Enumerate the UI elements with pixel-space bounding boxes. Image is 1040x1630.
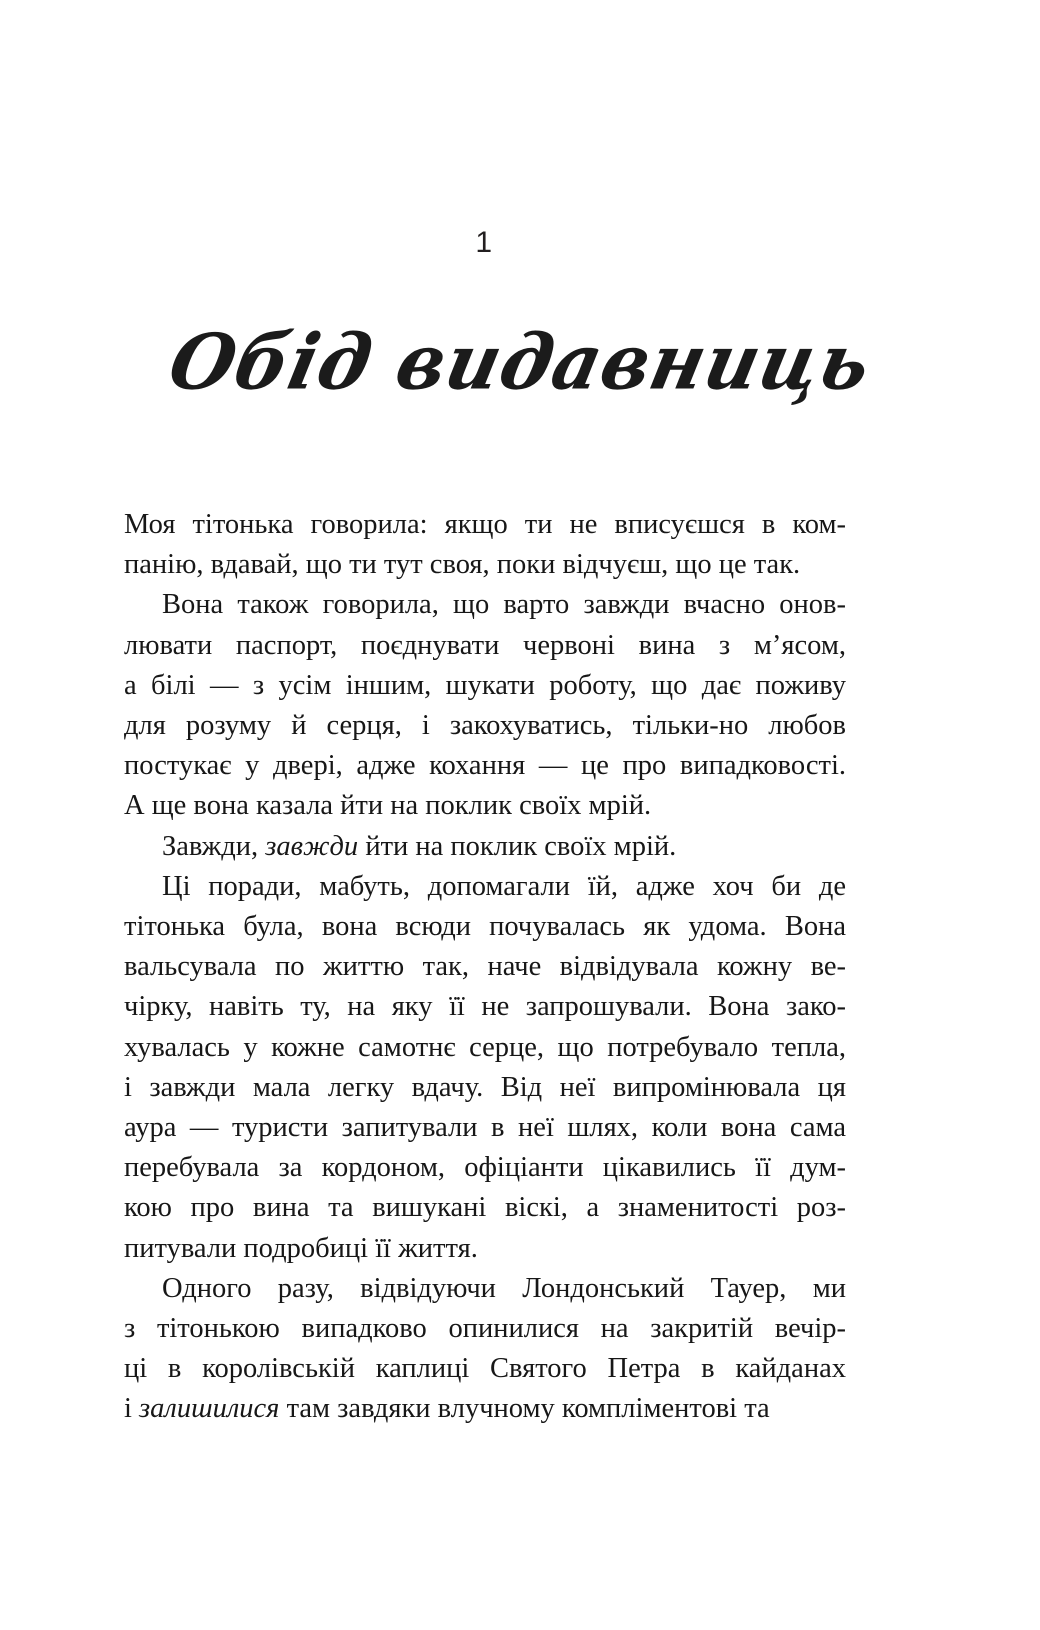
paragraph-4 <box>124 867 846 1269</box>
chapter-title: Обід видавниць <box>161 316 880 407</box>
text-line: і завжди мала легку вдачу. Від неї випромінювала ця <box>124 1071 846 1103</box>
paragraph-2 <box>124 585 846 826</box>
text-line: вальсувала по життю так, наче відвідувала кожну ве- <box>124 951 846 983</box>
text-line: панію, вдавай, що ти тут своя, поки відчуєш, що це так. <box>124 549 801 581</box>
text-line <box>124 827 846 867</box>
text-line: Одного разу, відвідуючи Лондонський Тауер, ми <box>162 1272 846 1304</box>
text-line: Моя тітонька говорила: якщо ти не вписуєшся в ком- <box>124 509 846 540</box>
text-run: йти на поклик своїх мрій. <box>358 830 677 862</box>
text-line: чірку, навіть ту, на яку її не запрошували. Вона зако- <box>124 991 846 1023</box>
text-line: А ще вона казала йти на поклик своїх мрій. <box>124 790 652 822</box>
text-line <box>124 1389 846 1429</box>
emphasis-zavzhdy: завжди <box>265 830 359 862</box>
text-run: і <box>124 1393 140 1425</box>
text-line: з тітонькою випадково опинилися на закритій вечір- <box>124 1313 846 1345</box>
text-line: питували подробиці її життя. <box>124 1232 478 1264</box>
chapter-title-container <box>0 316 1040 432</box>
text-line: хувалась у кожне самотнє серце, що потребувало тепла, <box>124 1031 846 1063</box>
text-run: там завдяки влучному компліментові та <box>279 1393 770 1425</box>
text-line: кою про вина та вишукані віскі, а знаменитості роз- <box>124 1192 846 1224</box>
text-line: перебувала за кордоном, офіціанти цікавились її дум- <box>124 1152 846 1184</box>
text-line: постукає у двері, адже кохання — це про випадковості. <box>124 750 846 782</box>
chapter-number: 1 <box>475 226 493 259</box>
paragraph-1 <box>124 505 846 585</box>
text-line: Вона також говорила, що варто завжди вчасно онов- <box>162 589 846 621</box>
text-line: тітонька була, вона всюди почувалась як удома. Вона <box>124 911 846 943</box>
text-line: ці в королівській каплиці Святого Петра в кайданах <box>124 1353 846 1385</box>
paragraph-3 <box>124 827 846 867</box>
text-line: для розуму й серця, і закохуватись, тільки-но любов <box>124 710 846 742</box>
text-line: лювати паспорт, поєднувати червоні вина з м’ясом, <box>124 629 846 661</box>
text-line: а білі — з усім іншим, шукати роботу, що дає поживу <box>124 669 846 701</box>
text-line: аура — туристи запитували в неї шлях, коли вона сама <box>124 1112 846 1144</box>
body-text <box>124 505 846 1430</box>
paragraph-5 <box>124 1269 846 1430</box>
text-line: Ці поради, мабуть, допомагали їй, адже хоч би де <box>162 870 846 902</box>
emphasis-zalyshylysia: залишилися <box>139 1393 280 1425</box>
text-run: Завжди, <box>162 830 266 862</box>
